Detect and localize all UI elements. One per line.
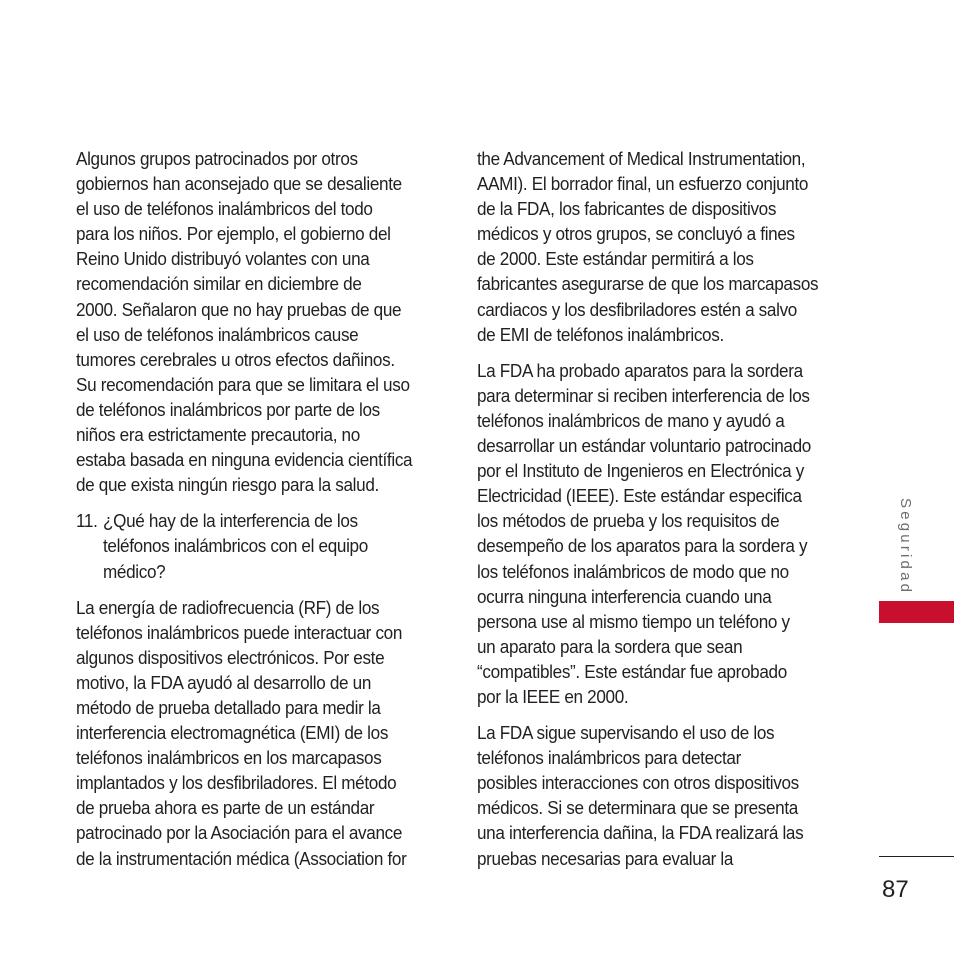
text-line: La FDA sigue supervisando el uso de los xyxy=(477,722,775,744)
text-line: para determinar si reciben interferencia de los xyxy=(477,384,810,406)
text-line: estaba basada en ninguna evidencia científica xyxy=(76,449,413,471)
text-line: ¿Qué hay de la interferencia de los xyxy=(102,510,358,532)
text-line: implantados y los desfibriladores. El método xyxy=(76,772,397,794)
section-label: Seguridad xyxy=(897,498,914,596)
paragraph xyxy=(477,146,834,347)
text-line: una interferencia dañina, la FDA realizará las xyxy=(477,822,804,844)
left-column xyxy=(76,146,431,882)
text-line: Electricidad (IEEE). Este estándar especifica xyxy=(477,485,802,507)
text-line: de la FDA, los fabricantes de dispositivos xyxy=(477,198,777,220)
text-line: teléfonos inalámbricos en los marcapasos xyxy=(76,747,382,769)
text-line: de que exista ningún riesgo para la salud. xyxy=(76,474,379,496)
text-line: médicos. Si se determinara que se presenta xyxy=(477,797,798,819)
text-line: de EMI de teléfonos inalámbricos. xyxy=(477,323,724,345)
text-line: médicos y otros grupos, se concluyó a fines xyxy=(477,223,795,245)
text-line: teléfonos inalámbricos para detectar xyxy=(477,747,742,769)
question-heading xyxy=(76,508,431,583)
text-line: desarrollar un estándar voluntario patrocinado xyxy=(477,435,811,457)
text-line: médico? xyxy=(102,560,166,582)
text-line: pruebas necesarias para evaluar la xyxy=(477,847,734,869)
text-line: teléfonos inalámbricos de mano y ayudó a xyxy=(477,409,785,431)
text-line: teléfonos inalámbricos con el equipo xyxy=(102,535,368,557)
text-line: ocurra ninguna interferencia cuando una xyxy=(477,585,772,607)
text-line: algunos dispositivos electrónicos. Por este xyxy=(76,646,385,668)
text-line: un aparato para la sordera que sean xyxy=(477,635,743,657)
question-number: 11. xyxy=(76,510,98,532)
paragraph xyxy=(477,720,834,871)
text-line: por la IEEE en 2000. xyxy=(477,685,629,707)
text-line: posibles interacciones con otros dispositivos xyxy=(477,772,799,794)
paragraph xyxy=(76,595,431,871)
right-column xyxy=(477,146,834,882)
text-line: recomendación similar en diciembre de xyxy=(76,273,362,295)
text-line: los métodos de prueba y los requisitos de xyxy=(477,510,780,532)
text-line: cardiacos y los desfibriladores estén a salvo xyxy=(477,298,797,320)
text-line: the Advancement of Medical Instrumentation, xyxy=(477,148,806,169)
text-line: de prueba ahora es parte de un estándar xyxy=(76,797,375,819)
text-line: de 2000. Este estándar permitirá a los xyxy=(477,248,754,270)
text-line: 2000. Señalaron que no hay pruebas de que xyxy=(76,298,402,320)
paragraph xyxy=(76,146,431,497)
text-line: desempeño de los aparatos para la sordera y xyxy=(477,535,808,557)
text-line: La FDA ha probado aparatos para la sordera xyxy=(477,359,803,381)
text-line: patrocinado por la Asociación para el avance xyxy=(76,822,403,844)
text-line: Su recomendación para que se limitara el uso xyxy=(76,373,410,395)
text-line: AAMI). El borrador final, un esfuerzo conjunto xyxy=(477,173,809,195)
text-line: gobiernos han aconsejado que se desaliente xyxy=(76,173,402,195)
text-line: el uso de teléfonos inalámbricos del todo xyxy=(76,198,373,220)
text-line: de la instrumentación médica (Association for xyxy=(76,847,407,869)
text-line: “compatibles”. Este estándar fue aprobado xyxy=(477,660,787,682)
text-line: Algunos grupos patrocinados por otros xyxy=(76,148,358,169)
text-line: método de prueba detallado para medir la xyxy=(76,696,381,718)
text-line: Reino Unido distribuyó volantes con una xyxy=(76,248,370,270)
section-tab-marker xyxy=(879,601,954,623)
paragraph xyxy=(477,358,834,709)
text-line: persona use al mismo tiempo un teléfono y xyxy=(477,610,790,632)
text-line: por el Instituto de Ingenieros en Electrónica y xyxy=(477,460,804,482)
text-line: tumores cerebrales u otros efectos dañinos. xyxy=(76,348,395,370)
footer-divider xyxy=(879,856,954,857)
text-line: los teléfonos inalámbricos de modo que no xyxy=(477,560,789,582)
text-line: el uso de teléfonos inalámbricos cause xyxy=(76,323,359,345)
page-number: 87 xyxy=(882,876,909,903)
text-line: teléfonos inalámbricos puede interactuar con xyxy=(76,621,403,643)
text-line: interferencia electromagnética (EMI) de los xyxy=(76,722,389,744)
text-line: motivo, la FDA ayudó al desarrollo de un xyxy=(76,671,372,693)
text-line: fabricantes asegurarse de que los marcapasos xyxy=(477,273,819,295)
question-text xyxy=(76,508,431,583)
text-line: La energía de radiofrecuencia (RF) de los xyxy=(76,596,380,618)
text-line: para los niños. Por ejemplo, el gobierno del xyxy=(76,223,391,245)
text-line: de teléfonos inalámbricos por parte de los xyxy=(76,398,380,420)
text-line: niños era estrictamente precautoria, no xyxy=(76,424,360,446)
